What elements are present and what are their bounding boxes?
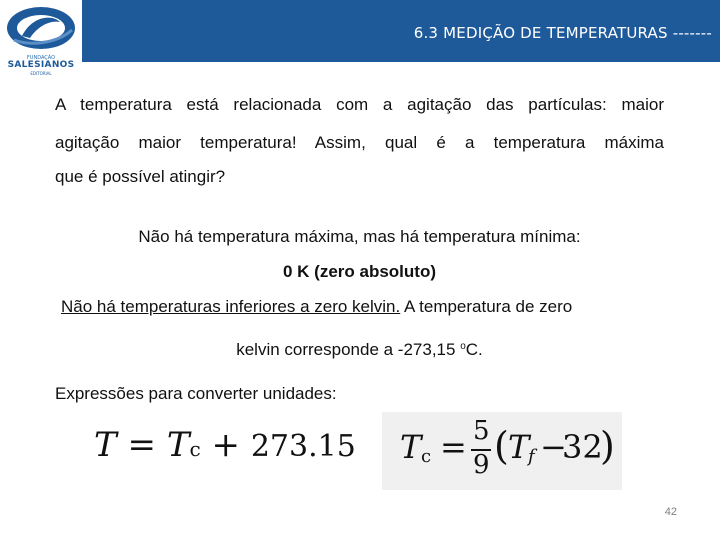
paragraph-5 xyxy=(55,337,664,360)
formula-2-rparen: ) xyxy=(600,424,615,468)
paragraph-1-line-1: A temperatura está relacionada com a agitação das partículas: maior xyxy=(55,95,664,114)
logo-text-top: FUNDAÇÃO xyxy=(26,55,56,61)
formula-2-numerator: 5 xyxy=(473,416,490,446)
formula-2-tf: T xyxy=(508,428,530,466)
formula-2-t: T xyxy=(400,428,422,466)
formula-2-sub: c xyxy=(421,446,432,467)
formula-2-subf: f xyxy=(528,446,535,467)
formula-fahrenheit xyxy=(400,412,615,490)
formula-1-sub: c xyxy=(189,437,201,461)
formula-1-equals: = xyxy=(127,425,156,465)
logo xyxy=(0,0,82,82)
degree-symbol: o xyxy=(460,341,466,352)
slide-title: 6.3 MEDIÇÃO DE TEMPERATURAS ------- xyxy=(413,24,712,42)
paragraph-5-unit: C. xyxy=(465,340,483,359)
paragraph-5-text: kelvin corresponde a -273,15 xyxy=(236,340,461,359)
formula-kelvin xyxy=(94,425,356,469)
paragraph-4 xyxy=(61,297,572,317)
paragraph-4-rest: A temperatura de zero xyxy=(400,297,573,316)
absolute-zero-heading: 0 K (zero absoluto) xyxy=(282,262,436,281)
logo-text-main: SALESIANOS xyxy=(7,60,75,70)
formula-1-t: T xyxy=(166,425,190,465)
underlined-statement: Não há temperaturas inferiores a zero kelvin. xyxy=(61,297,401,316)
formula-1-const: 273.15 xyxy=(250,429,356,464)
paragraph-1-line-2: agitação maior temperatura! Assim, qual é a temperatura máxima xyxy=(55,133,664,152)
formula-1-plus: + xyxy=(211,425,241,465)
formula-2-equals: = xyxy=(440,428,467,466)
paragraph-2: Não há temperatura máxima, mas há temperatura mínima: xyxy=(138,227,581,246)
logo-text-bottom: EDITORIAL xyxy=(30,71,52,76)
header-bar xyxy=(82,0,720,62)
formula-1-lhs: T xyxy=(94,425,117,465)
formula-2-const: 32 xyxy=(562,428,603,466)
formula-2-lparen: ( xyxy=(494,424,509,468)
paragraph-1-line-3: que é possível atingir? xyxy=(55,167,226,186)
page-number: 42 xyxy=(664,506,677,518)
salesianos-logo-icon xyxy=(0,0,82,56)
formula-2-denominator: 9 xyxy=(473,450,490,480)
paragraph-6: Expressões para converter unidades: xyxy=(55,384,337,403)
formula-2-minus: − xyxy=(540,428,567,466)
